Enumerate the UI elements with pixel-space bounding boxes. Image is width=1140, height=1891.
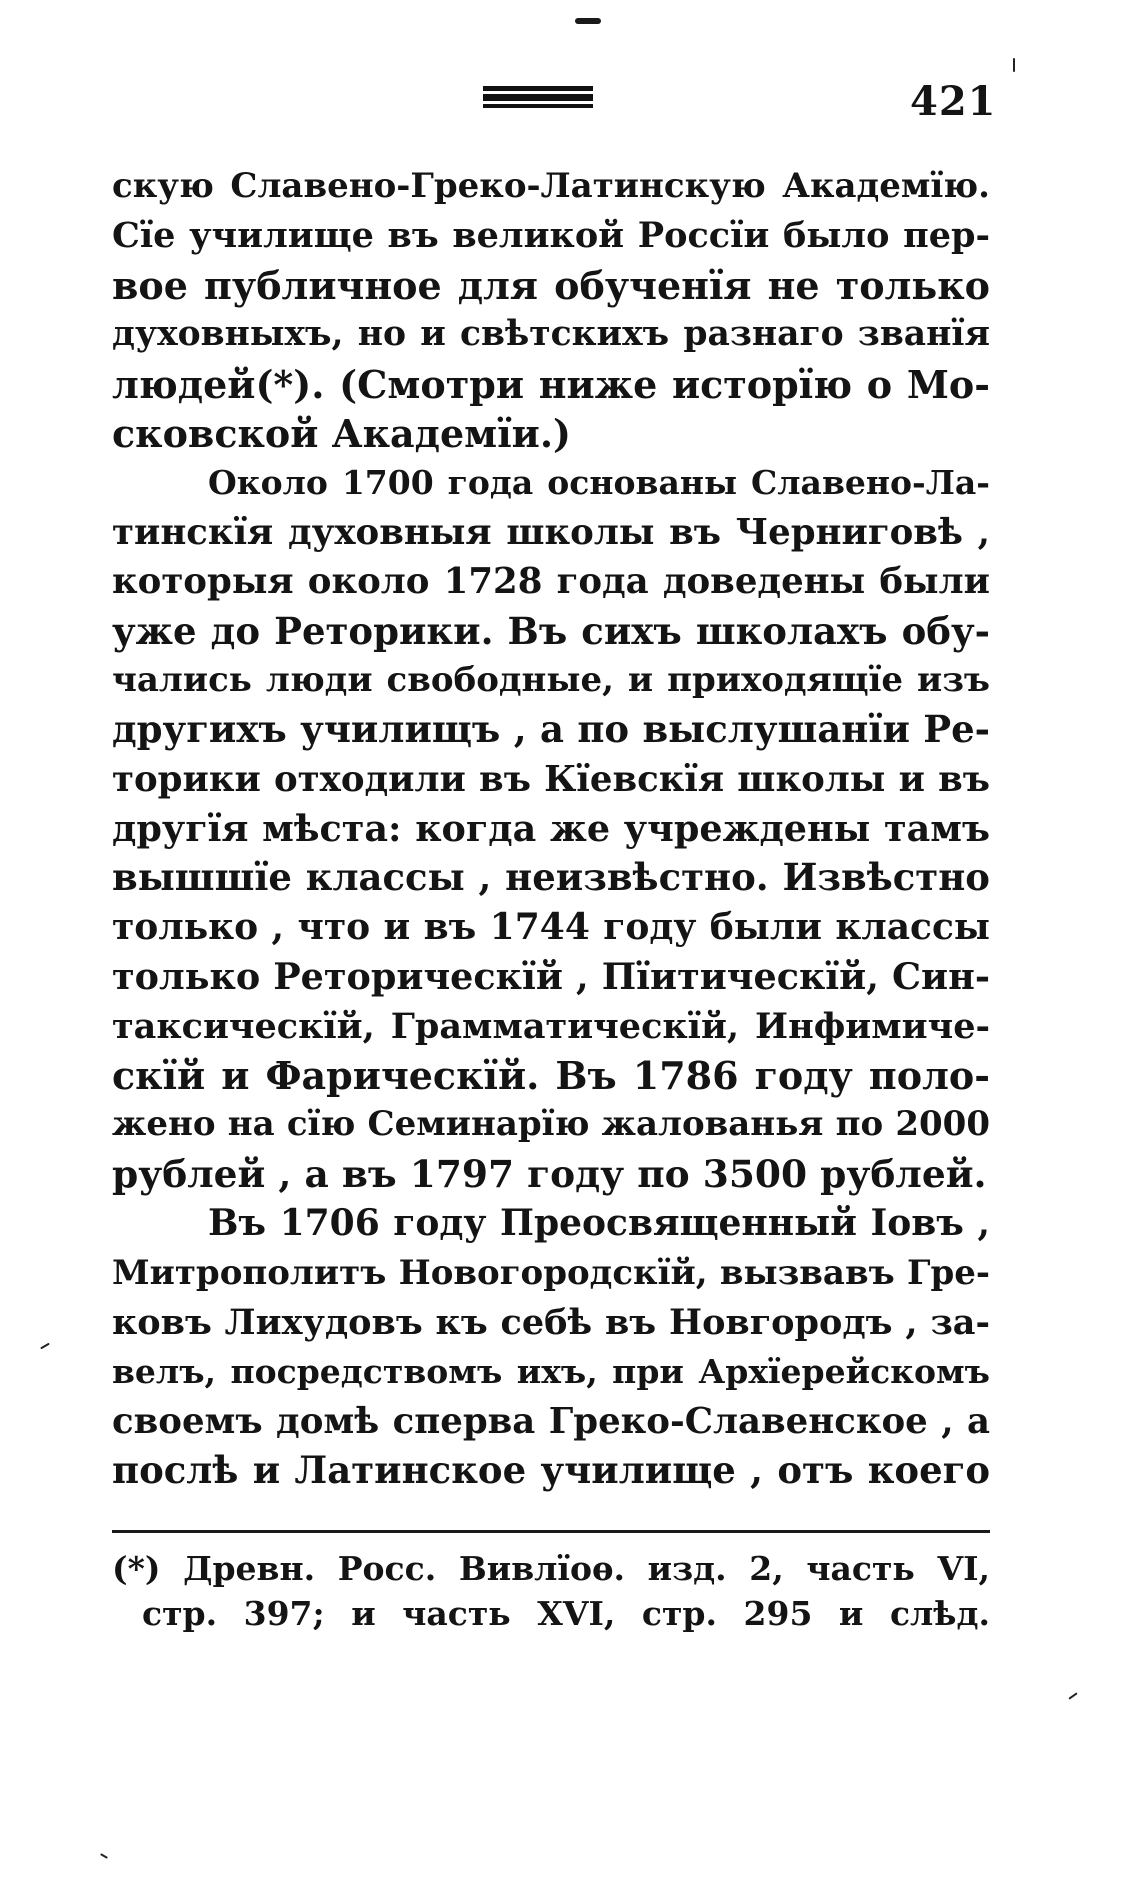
text-line: ковъ Лихудовъ къ себѣ въ Новгородъ , за- bbox=[112, 1301, 990, 1343]
text-line: чались люди свободные, и приходящїе изъ bbox=[112, 659, 990, 700]
text-line: торики отходили въ Кїевскїя школы и въ bbox=[112, 758, 990, 800]
page-number: 421 bbox=[910, 78, 997, 125]
text-line: духовныхъ, но и свѣтскихъ разнаго званїя bbox=[112, 314, 990, 355]
header-ornament-rule bbox=[483, 86, 593, 110]
text-line: велъ, посредствомъ ихъ, при Архїерейскомъ bbox=[112, 1352, 990, 1392]
footnote-line: (*) Древн. Росс. Вивлїоѳ. изд. 2, часть VI, bbox=[112, 1549, 990, 1588]
text-line: другїя мѣста: когда же учреждены тамъ bbox=[112, 807, 990, 851]
text-line: скую Славено-Греко-Латинскую Академїю. bbox=[112, 166, 990, 206]
scan-speck bbox=[1068, 1692, 1077, 1699]
text-line: жено на сїю Семинарїю жалованья по 2000 bbox=[112, 1104, 990, 1145]
text-line: сковской Академїи.) bbox=[112, 410, 572, 456]
scan-speck bbox=[100, 1853, 108, 1859]
scan-speck bbox=[1013, 58, 1015, 72]
paragraph-start-line: Около 1700 года основаны Славено-Ла- bbox=[208, 463, 990, 503]
text-line: вое публичное для обученїя не только bbox=[112, 262, 990, 308]
text-line: уже до Реторики. Въ сихъ школахъ обу- bbox=[112, 608, 990, 653]
text-line: скїй и Фарическїй. Въ 1786 году поло- bbox=[112, 1053, 990, 1099]
paragraph-start-line: Въ 1706 году Преосвященный Iовъ , bbox=[208, 1202, 990, 1245]
text-line: которыя около 1728 года доведены были bbox=[112, 561, 990, 603]
text-line: рублей , а въ 1797 году по 3500 рублей. bbox=[112, 1151, 987, 1196]
text-line: только Реторическїй , Пїитическїй, Син- bbox=[112, 955, 990, 999]
body-text bbox=[112, 162, 990, 1496]
scan-speck bbox=[40, 1343, 50, 1350]
text-line: послѣ и Латинское училище , отъ коего bbox=[112, 1448, 990, 1493]
footnote-line: стр. 397; и часть XVI, стр. 295 и слѣд. bbox=[142, 1594, 990, 1633]
top-ink-mark bbox=[575, 18, 601, 24]
text-line: другихъ училищъ , а по выслушанїи Ре- bbox=[112, 707, 990, 752]
text-line: вышшїе классы , неизвѣстно. Извѣстно bbox=[112, 855, 990, 900]
text-line: тинскїя духовныя школы въ Черниговѣ , bbox=[112, 511, 990, 553]
text-line: таксическїй, Грамматическїй, Инфимиче- bbox=[112, 1005, 990, 1047]
text-line: своемъ домѣ сперва Греко-Славенское , а bbox=[112, 1400, 990, 1442]
text-line: Митрополитъ Новогородскїй, вызвавъ Гре- bbox=[112, 1252, 990, 1293]
text-line: Сїе училище въ великой Россїи было пер- bbox=[112, 215, 990, 257]
text-line: людей(*). (Смотри ниже исторїю о Мо- bbox=[112, 361, 990, 407]
footnote-separator bbox=[112, 1530, 990, 1533]
footnote bbox=[112, 1546, 990, 1636]
text-line: только , что и въ 1744 году были классы bbox=[112, 905, 990, 948]
